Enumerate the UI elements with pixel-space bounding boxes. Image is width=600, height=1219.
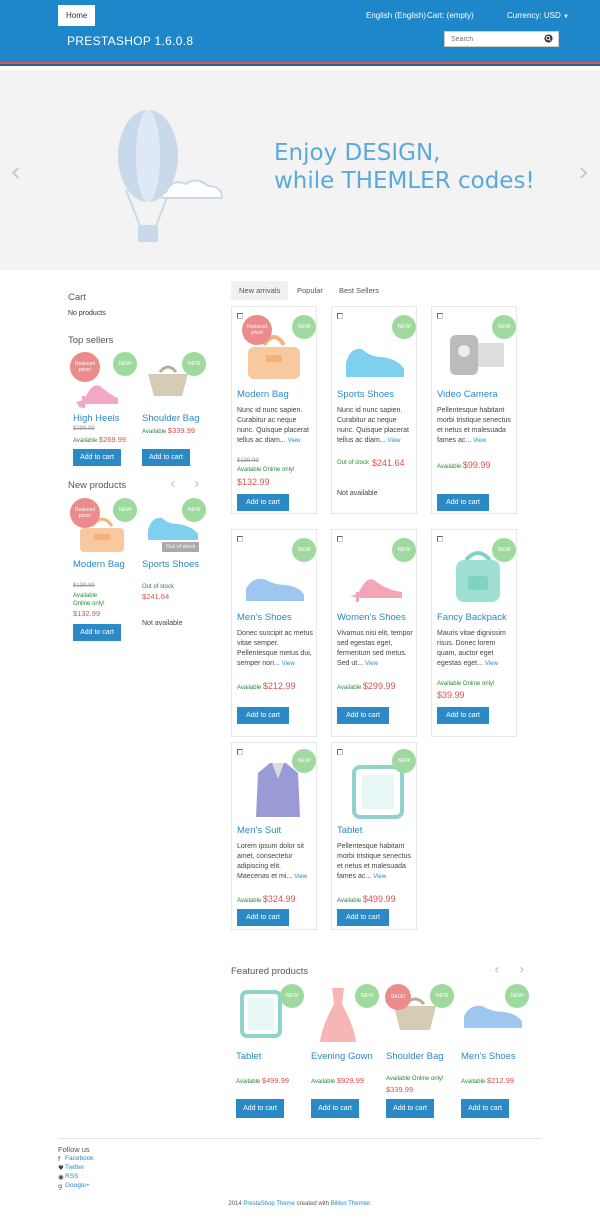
slider-prev-arrow[interactable]: ‹ bbox=[10, 155, 22, 188]
price: $132.99 bbox=[237, 477, 270, 487]
add-to-cart-button[interactable]: Add to cart bbox=[237, 909, 289, 926]
add-to-cart-button[interactable]: Add to cart bbox=[73, 449, 121, 466]
themler-link[interactable]: Billion Themler. bbox=[330, 1201, 372, 1207]
nav-home-tab[interactable]: Home bbox=[58, 5, 95, 26]
search-icon[interactable] bbox=[544, 34, 553, 43]
balloon-icon bbox=[100, 108, 240, 268]
product-name[interactable]: Men’s Suit bbox=[237, 825, 282, 836]
hero-slider bbox=[0, 70, 600, 270]
new-badge: NEW bbox=[113, 352, 137, 376]
new-badge: NEW bbox=[355, 984, 379, 1008]
top-sellers-title[interactable]: Top sellers bbox=[68, 335, 114, 346]
slider-headline-2: while THEMLER codes! bbox=[274, 168, 535, 194]
new-badge: NEW bbox=[280, 984, 304, 1008]
old-price: $139.99 bbox=[73, 583, 95, 589]
carousel-prev-arrow[interactable]: ‹ bbox=[170, 476, 176, 492]
old-price: $139.99 bbox=[237, 458, 259, 464]
product-name[interactable]: Fancy Backpack bbox=[437, 612, 507, 623]
new-badge: NEW bbox=[505, 984, 529, 1008]
tab-best-sellers[interactable]: Best Sellers bbox=[339, 286, 380, 295]
product-card[interactable] bbox=[431, 529, 517, 737]
rss-link[interactable]: RSS bbox=[65, 1173, 79, 1180]
featured-product-name[interactable]: Shoulder Bag bbox=[386, 1051, 444, 1062]
new-product-name[interactable]: Modern Bag bbox=[73, 559, 125, 570]
new-products-title[interactable]: New products bbox=[68, 480, 127, 491]
facebook-link[interactable]: Facebook bbox=[65, 1155, 94, 1162]
product-description: Pellentesque habitant morbi tristique senectus et netus et malesuada fames ac... View bbox=[337, 843, 411, 880]
availability: Available $299.99 bbox=[337, 681, 396, 691]
add-to-cart-button[interactable]: Add to cart bbox=[236, 1099, 284, 1118]
twitter-link[interactable]: Twitter bbox=[65, 1164, 85, 1171]
new-badge: NEW bbox=[492, 315, 516, 339]
price: $339.99 bbox=[386, 1085, 414, 1094]
product-description: Nunc id nunc sapien. Curabitur ac neque nunc. Quisque placerat tellus ac diam... View bbox=[237, 407, 309, 444]
view-link[interactable]: View bbox=[373, 874, 387, 880]
add-to-cart-button[interactable]: Add to cart bbox=[386, 1099, 434, 1118]
footer-divider bbox=[58, 1138, 542, 1139]
add-to-cart-button[interactable]: Add to cart bbox=[311, 1099, 359, 1118]
new-badge: NEW bbox=[113, 498, 137, 522]
product-description: Pellentesque habitant morbi tristique senectus et netus et malesuada fames ac... View bbox=[437, 407, 511, 444]
new-badge: NEW bbox=[392, 538, 416, 562]
google-plus-icon: g bbox=[58, 1182, 63, 1190]
product-description: Mauris vitae dignissim risus. Donec lorem quam, auctor eget egestas eget... View bbox=[437, 630, 506, 667]
featured-prev-arrow[interactable]: ‹ bbox=[494, 962, 500, 978]
product-card[interactable] bbox=[331, 529, 417, 737]
product-description: Donec suscipit ac metus vitae semper. Pellentesque metus dui, semper non... View bbox=[237, 630, 313, 667]
view-link[interactable]: View bbox=[387, 438, 401, 444]
availability: Out of stock bbox=[337, 460, 370, 466]
slider-headline-1: Enjoy DESIGN, bbox=[274, 140, 441, 166]
old-price: $299.99 bbox=[73, 426, 95, 432]
availability: Available $99.99 bbox=[437, 460, 491, 470]
add-to-cart-button[interactable]: Add to cart bbox=[237, 494, 289, 511]
nav-blog-tab[interactable]: Blog bbox=[101, 11, 118, 20]
new-badge: NEW bbox=[182, 352, 206, 376]
compare-checkbox[interactable] bbox=[337, 749, 343, 755]
availability: Available $499.99 bbox=[337, 894, 396, 904]
dress-icon[interactable] bbox=[318, 986, 358, 1044]
product-card[interactable] bbox=[231, 742, 317, 930]
add-to-cart-button[interactable]: Add to cart bbox=[337, 909, 389, 926]
add-to-cart-button[interactable]: Add to cart bbox=[73, 624, 121, 641]
availability: Available $324.99 bbox=[237, 894, 296, 904]
view-link[interactable]: View bbox=[473, 438, 487, 444]
featured-products-title: Featured products bbox=[231, 966, 309, 977]
product-description: Lorem ipsum dolor sit amet, consectetur adipiscing elit. Maecenas et mi... View bbox=[237, 843, 308, 880]
compare-checkbox[interactable] bbox=[337, 313, 343, 319]
availability: Available $269.99 bbox=[73, 435, 127, 444]
sale-badge: SALE! bbox=[385, 984, 411, 1010]
currency-selector[interactable]: Currency: USD ▼ bbox=[507, 11, 569, 20]
tab-popular[interactable]: Popular bbox=[297, 286, 323, 295]
rss-icon: ◉ bbox=[58, 1173, 64, 1181]
product-card[interactable] bbox=[331, 742, 417, 930]
not-available-text: Not available bbox=[142, 620, 183, 627]
new-badge: NEW bbox=[392, 749, 416, 773]
product-card[interactable] bbox=[331, 306, 417, 514]
compare-checkbox[interactable] bbox=[237, 749, 243, 755]
compare-checkbox[interactable] bbox=[337, 536, 343, 542]
reduced-price-badge: Reduced price! bbox=[242, 315, 272, 345]
compare-checkbox[interactable] bbox=[237, 313, 243, 319]
reduced-price-badge: Reduced price! bbox=[70, 498, 100, 528]
prestashop-theme-link[interactable]: PrestaShop Theme bbox=[243, 1201, 295, 1207]
compare-checkbox[interactable] bbox=[437, 313, 443, 319]
site-header bbox=[0, 0, 600, 62]
product-name[interactable]: Men’s Shoes bbox=[237, 612, 292, 623]
product-name[interactable]: Sports Shoes bbox=[337, 389, 395, 400]
availability: Available bbox=[73, 593, 98, 599]
price: $241.64 bbox=[372, 458, 405, 468]
tablet-icon[interactable] bbox=[238, 990, 284, 1040]
top-seller-name[interactable]: High Heels bbox=[73, 413, 120, 424]
out-of-stock-badge: Out of stock bbox=[162, 542, 199, 552]
availability: Available $212.99 bbox=[461, 1076, 515, 1085]
compare-checkbox[interactable] bbox=[437, 536, 443, 542]
availability: Available Online only! bbox=[386, 1076, 444, 1082]
top-seller-name[interactable]: Shoulder Bag bbox=[142, 413, 200, 424]
reduced-price-badge: Reduced price! bbox=[70, 352, 100, 382]
follow-us-title: Follow us bbox=[58, 1145, 90, 1154]
view-link[interactable]: View bbox=[281, 661, 295, 667]
availability: Available Online only! bbox=[237, 467, 295, 473]
cart-block-title[interactable]: Cart bbox=[68, 292, 86, 303]
add-to-cart-button[interactable]: Add to cart bbox=[437, 707, 489, 724]
add-to-cart-button[interactable]: Add to cart bbox=[461, 1099, 509, 1118]
product-name[interactable]: Women’s Shoes bbox=[337, 612, 406, 623]
add-to-cart-button[interactable]: Add to cart bbox=[337, 707, 389, 724]
availability: Available $339.99 bbox=[142, 426, 196, 435]
google-plus-link[interactable]: Google+ bbox=[65, 1182, 90, 1189]
featured-next-arrow[interactable]: › bbox=[519, 962, 525, 978]
product-name[interactable]: Video Camera bbox=[437, 389, 498, 400]
new-badge: NEW bbox=[492, 538, 516, 562]
language-selector[interactable]: English (English) bbox=[366, 11, 427, 20]
product-description: Vivamus nisi elit, tempor sed egestas eget, fermentum sed metus. Sed ut... View bbox=[337, 630, 413, 667]
featured-product-name[interactable]: Tablet bbox=[236, 1051, 262, 1062]
product-card[interactable] bbox=[431, 306, 517, 514]
product-name[interactable]: Modern Bag bbox=[237, 389, 289, 400]
view-link[interactable]: View bbox=[287, 438, 301, 444]
slider-next-arrow[interactable]: › bbox=[578, 155, 590, 188]
new-badge: NEW bbox=[182, 498, 206, 522]
tab-new-arrivals[interactable]: New arrivals bbox=[231, 281, 288, 300]
price: $39.99 bbox=[437, 690, 465, 700]
carousel-next-arrow[interactable]: › bbox=[194, 476, 200, 492]
new-badge: NEW bbox=[292, 538, 316, 562]
new-badge: NEW bbox=[292, 315, 316, 339]
availability-online: Online only! bbox=[73, 601, 105, 607]
shop-logo[interactable]: PRESTASHOP 1.6.0.8 bbox=[67, 34, 194, 48]
featured-product-name[interactable]: Men’s Shoes bbox=[461, 1051, 516, 1062]
featured-product-name[interactable]: Evening Gown bbox=[311, 1051, 373, 1062]
compare-checkbox[interactable] bbox=[237, 536, 243, 542]
facebook-icon: f bbox=[58, 1155, 61, 1163]
new-badge: NEW bbox=[430, 984, 454, 1008]
new-product-name[interactable]: Sports Shoes bbox=[142, 559, 200, 570]
add-to-cart-button[interactable]: Add to cart bbox=[142, 449, 190, 466]
add-to-cart-button[interactable]: Add to cart bbox=[237, 707, 289, 724]
view-link[interactable]: View bbox=[365, 661, 378, 667]
twitter-icon: ♥ bbox=[58, 1164, 64, 1172]
add-to-cart-button[interactable]: Add to cart bbox=[437, 494, 489, 511]
shoe-icon bbox=[342, 329, 406, 389]
not-available-text: Not available bbox=[337, 490, 378, 497]
availability: Out of stock bbox=[142, 584, 175, 590]
cart-summary[interactable]: Cart: (empty) bbox=[427, 11, 474, 20]
availability: Available $929.99 bbox=[311, 1076, 365, 1085]
new-badge: NEW bbox=[292, 749, 316, 773]
availability: Available Online only! bbox=[437, 681, 495, 687]
shoe-icon bbox=[242, 558, 306, 618]
product-card[interactable] bbox=[231, 306, 317, 514]
header-stripe-navy bbox=[0, 64, 600, 66]
product-card[interactable] bbox=[231, 529, 317, 737]
price: $132.99 bbox=[73, 609, 101, 618]
availability: Available $499.99 bbox=[236, 1076, 290, 1085]
search-input[interactable] bbox=[444, 31, 559, 47]
cart-empty-text: No products bbox=[68, 310, 106, 317]
view-link[interactable]: View bbox=[484, 661, 498, 667]
new-badge: NEW bbox=[392, 315, 416, 339]
product-description: Nunc id nunc sapien. Curabitur ac neque nunc. Quisque placerat tellus ac diam... View bbox=[337, 407, 409, 444]
view-link[interactable]: View bbox=[294, 874, 308, 880]
footer-copyright: 2014 PrestaShop Theme created with Billion Themler. bbox=[228, 1201, 372, 1207]
price: $241.64 bbox=[142, 592, 170, 601]
availability: Available $212.99 bbox=[237, 681, 296, 691]
product-name[interactable]: Tablet bbox=[337, 825, 363, 836]
